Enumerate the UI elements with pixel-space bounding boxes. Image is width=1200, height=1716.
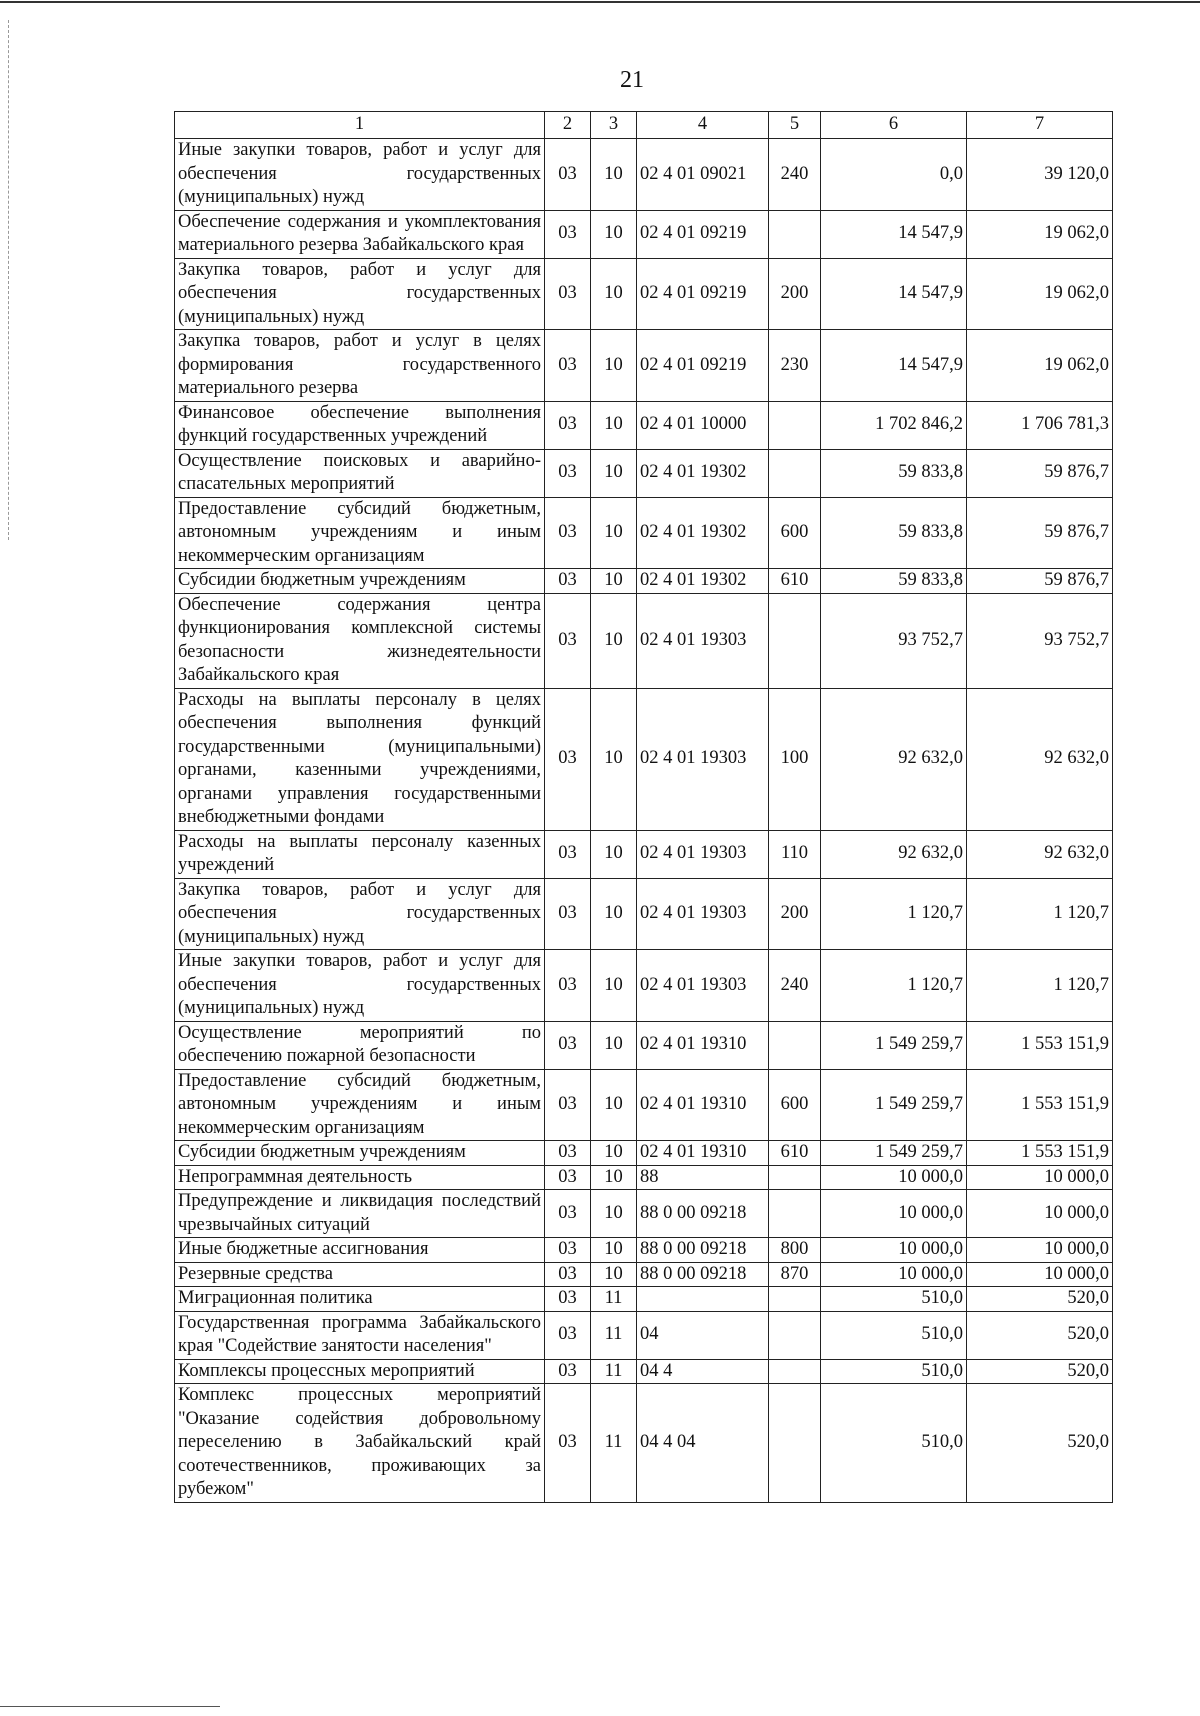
row-amount-1: 510,0 [821, 1311, 967, 1359]
table-row [175, 688, 1113, 830]
row-target-code: 88 0 00 09218 [637, 1238, 769, 1263]
row-expense-type [769, 1021, 821, 1069]
row-expense-type: 610 [769, 1141, 821, 1166]
row-name: Комплекс процессных мероприятий "Оказание содействия добровольному переселению в Забайкальский край соотечественников, проживающих за рубежом" [175, 1384, 545, 1503]
row-section: 03 [545, 258, 591, 330]
row-amount-1: 14 547,9 [821, 330, 967, 402]
row-target-code: 02 4 01 09219 [637, 258, 769, 330]
row-target-code: 02 4 01 19303 [637, 878, 769, 950]
row-amount-2: 19 062,0 [967, 258, 1113, 330]
row-target-code [637, 1287, 769, 1312]
row-amount-2: 10 000,0 [967, 1262, 1113, 1287]
row-expense-type [769, 1190, 821, 1238]
row-section: 03 [545, 1190, 591, 1238]
row-section: 03 [545, 1165, 591, 1190]
header-col-1: 1 [175, 112, 545, 139]
row-expense-type: 200 [769, 878, 821, 950]
table-row [175, 569, 1113, 594]
row-section: 03 [545, 950, 591, 1022]
row-section: 03 [545, 1262, 591, 1287]
header-col-3: 3 [591, 112, 637, 139]
row-subsection: 11 [591, 1384, 637, 1503]
row-expense-type: 100 [769, 688, 821, 830]
row-name: Иные закупки товаров, работ и услуг для обеспечения государственных (муниципальных) нужд [175, 950, 545, 1022]
row-subsection: 10 [591, 449, 637, 497]
row-amount-1: 510,0 [821, 1384, 967, 1503]
row-section: 03 [545, 1287, 591, 1312]
row-amount-2: 39 120,0 [967, 139, 1113, 211]
row-amount-2: 59 876,7 [967, 449, 1113, 497]
row-section: 03 [545, 830, 591, 878]
row-name: Иные закупки товаров, работ и услуг для обеспечения государственных (муниципальных) нужд [175, 139, 545, 211]
row-expense-type [769, 1311, 821, 1359]
table-row [175, 1069, 1113, 1141]
page-number: 21 [620, 67, 644, 93]
table-row [175, 1165, 1113, 1190]
row-amount-1: 10 000,0 [821, 1262, 967, 1287]
row-target-code: 88 0 00 09218 [637, 1190, 769, 1238]
row-expense-type: 870 [769, 1262, 821, 1287]
row-target-code: 02 4 01 19302 [637, 569, 769, 594]
table-row [175, 830, 1113, 878]
table-row [175, 258, 1113, 330]
row-target-code: 02 4 01 19303 [637, 950, 769, 1022]
header-col-4: 4 [637, 112, 769, 139]
row-expense-type [769, 210, 821, 258]
row-amount-2: 10 000,0 [967, 1165, 1113, 1190]
row-target-code: 02 4 01 09219 [637, 330, 769, 402]
row-expense-type [769, 1384, 821, 1503]
row-amount-2: 520,0 [967, 1287, 1113, 1312]
row-expense-type [769, 1287, 821, 1312]
row-amount-1: 10 000,0 [821, 1238, 967, 1263]
row-amount-1: 59 833,8 [821, 449, 967, 497]
row-subsection: 10 [591, 688, 637, 830]
row-amount-1: 14 547,9 [821, 258, 967, 330]
row-section: 03 [545, 569, 591, 594]
row-amount-2: 520,0 [967, 1311, 1113, 1359]
row-subsection: 10 [591, 1238, 637, 1263]
row-section: 03 [545, 688, 591, 830]
table-row [175, 1311, 1113, 1359]
row-subsection: 10 [591, 569, 637, 594]
row-name: Обеспечение содержания и укомплектования материального резерва Забайкальского края [175, 210, 545, 258]
row-amount-2: 1 553 151,9 [967, 1069, 1113, 1141]
row-section: 03 [545, 1141, 591, 1166]
row-expense-type: 240 [769, 139, 821, 211]
table-row [175, 950, 1113, 1022]
row-amount-2: 59 876,7 [967, 569, 1113, 594]
row-subsection: 10 [591, 1262, 637, 1287]
row-name: Финансовое обеспечение выполнения функций государственных учреждений [175, 401, 545, 449]
row-subsection: 11 [591, 1287, 637, 1312]
row-expense-type: 610 [769, 569, 821, 594]
row-section: 03 [545, 497, 591, 569]
row-target-code: 88 0 00 09218 [637, 1262, 769, 1287]
row-subsection: 10 [591, 950, 637, 1022]
row-amount-1: 510,0 [821, 1287, 967, 1312]
row-target-code: 02 4 01 09219 [637, 210, 769, 258]
row-name: Резервные средства [175, 1262, 545, 1287]
table-row [175, 1262, 1113, 1287]
row-target-code: 04 [637, 1311, 769, 1359]
row-amount-2: 1 553 151,9 [967, 1021, 1113, 1069]
row-amount-2: 1 120,7 [967, 878, 1113, 950]
row-amount-2: 10 000,0 [967, 1190, 1113, 1238]
table-row [175, 1021, 1113, 1069]
row-target-code: 02 4 01 19303 [637, 688, 769, 830]
row-amount-1: 92 632,0 [821, 830, 967, 878]
row-amount-2: 10 000,0 [967, 1238, 1113, 1263]
row-amount-1: 92 632,0 [821, 688, 967, 830]
row-expense-type [769, 401, 821, 449]
row-expense-type: 230 [769, 330, 821, 402]
row-expense-type: 600 [769, 1069, 821, 1141]
header-col-6: 6 [821, 112, 967, 139]
row-subsection: 10 [591, 1190, 637, 1238]
row-name: Предоставление субсидий бюджетным, автономным учреждениям и иным некоммерческим организациям [175, 497, 545, 569]
row-section: 03 [545, 449, 591, 497]
row-subsection: 10 [591, 497, 637, 569]
header-col-2: 2 [545, 112, 591, 139]
table-row [175, 401, 1113, 449]
row-name: Субсидии бюджетным учреждениям [175, 1141, 545, 1166]
row-expense-type: 200 [769, 258, 821, 330]
row-section: 03 [545, 330, 591, 402]
row-amount-1: 1 549 259,7 [821, 1069, 967, 1141]
row-amount-1: 14 547,9 [821, 210, 967, 258]
row-section: 03 [545, 401, 591, 449]
row-amount-1: 59 833,8 [821, 569, 967, 594]
table-row [175, 139, 1113, 211]
row-name: Осуществление поисковых и аварийно-спасательных мероприятий [175, 449, 545, 497]
row-name: Субсидии бюджетным учреждениям [175, 569, 545, 594]
table-body [175, 139, 1113, 1503]
row-target-code: 04 4 04 [637, 1384, 769, 1503]
table-row [175, 1287, 1113, 1312]
row-target-code: 88 [637, 1165, 769, 1190]
row-amount-2: 1 706 781,3 [967, 401, 1113, 449]
row-subsection: 10 [591, 1141, 637, 1166]
row-subsection: 10 [591, 1165, 637, 1190]
table-row [175, 878, 1113, 950]
row-target-code: 02 4 01 19302 [637, 497, 769, 569]
row-subsection: 10 [591, 830, 637, 878]
row-section: 03 [545, 1359, 591, 1384]
row-subsection: 10 [591, 139, 637, 211]
row-name: Обеспечение содержания центра функционирования комплексной системы безопасности жизнедеятельности Забайкальского края [175, 593, 545, 688]
row-amount-2: 93 752,7 [967, 593, 1113, 688]
table-row [175, 1141, 1113, 1166]
row-amount-2: 19 062,0 [967, 210, 1113, 258]
row-amount-1: 1 549 259,7 [821, 1141, 967, 1166]
table-row [175, 210, 1113, 258]
row-subsection: 10 [591, 593, 637, 688]
row-section: 03 [545, 1021, 591, 1069]
row-amount-1: 1 120,7 [821, 878, 967, 950]
row-section: 03 [545, 210, 591, 258]
header-row [175, 112, 1113, 139]
row-name: Комплексы процессных мероприятий [175, 1359, 545, 1384]
row-target-code: 02 4 01 19303 [637, 830, 769, 878]
row-amount-1: 1 549 259,7 [821, 1021, 967, 1069]
row-amount-2: 520,0 [967, 1384, 1113, 1503]
row-amount-1: 59 833,8 [821, 497, 967, 569]
row-section: 03 [545, 878, 591, 950]
row-target-code: 02 4 01 19302 [637, 449, 769, 497]
row-subsection: 11 [591, 1311, 637, 1359]
row-name: Непрограммная деятельность [175, 1165, 545, 1190]
table-row [175, 593, 1113, 688]
row-expense-type [769, 449, 821, 497]
row-subsection: 10 [591, 401, 637, 449]
row-name: Закупка товаров, работ и услуг для обеспечения государственных (муниципальных) нужд [175, 878, 545, 950]
row-amount-1: 93 752,7 [821, 593, 967, 688]
row-amount-2: 19 062,0 [967, 330, 1113, 402]
row-expense-type: 240 [769, 950, 821, 1022]
row-amount-2: 92 632,0 [967, 688, 1113, 830]
row-name: Иные бюджетные ассигнования [175, 1238, 545, 1263]
row-name: Предупреждение и ликвидация последствий чрезвычайных ситуаций [175, 1190, 545, 1238]
row-subsection: 10 [591, 258, 637, 330]
row-amount-2: 59 876,7 [967, 497, 1113, 569]
row-name: Расходы на выплаты персоналу казенных учреждений [175, 830, 545, 878]
row-name: Закупка товаров, работ и услуг для обеспечения государственных (муниципальных) нужд [175, 258, 545, 330]
row-target-code: 04 4 [637, 1359, 769, 1384]
table-row [175, 1384, 1113, 1503]
table-row [175, 1359, 1113, 1384]
table-row [175, 449, 1113, 497]
row-amount-2: 92 632,0 [967, 830, 1113, 878]
row-amount-1: 510,0 [821, 1359, 967, 1384]
row-target-code: 02 4 01 09021 [637, 139, 769, 211]
row-subsection: 10 [591, 210, 637, 258]
row-amount-1: 1 120,7 [821, 950, 967, 1022]
row-subsection: 10 [591, 330, 637, 402]
row-expense-type: 110 [769, 830, 821, 878]
row-amount-2: 1 120,7 [967, 950, 1113, 1022]
row-expense-type: 600 [769, 497, 821, 569]
row-expense-type [769, 1359, 821, 1384]
table-row [175, 330, 1113, 402]
row-amount-2: 1 553 151,9 [967, 1141, 1113, 1166]
row-target-code: 02 4 01 10000 [637, 401, 769, 449]
row-subsection: 11 [591, 1359, 637, 1384]
row-amount-1: 10 000,0 [821, 1165, 967, 1190]
row-amount-1: 10 000,0 [821, 1190, 967, 1238]
row-name: Государственная программа Забайкальского края "Содействие занятости населения" [175, 1311, 545, 1359]
row-section: 03 [545, 1311, 591, 1359]
row-amount-2: 520,0 [967, 1359, 1113, 1384]
row-section: 03 [545, 1069, 591, 1141]
row-section: 03 [545, 1384, 591, 1503]
row-expense-type: 800 [769, 1238, 821, 1263]
row-name: Осуществление мероприятий по обеспечению пожарной безопасности [175, 1021, 545, 1069]
row-name: Закупка товаров, работ и услуг в целях формирования государственного материального резерва [175, 330, 545, 402]
row-section: 03 [545, 1238, 591, 1263]
row-expense-type [769, 1165, 821, 1190]
bottom-border-line [0, 1706, 220, 1707]
row-name: Миграционная политика [175, 1287, 545, 1312]
row-target-code: 02 4 01 19310 [637, 1141, 769, 1166]
table-row [175, 497, 1113, 569]
row-amount-1: 1 702 846,2 [821, 401, 967, 449]
row-section: 03 [545, 139, 591, 211]
row-target-code: 02 4 01 19310 [637, 1069, 769, 1141]
row-name: Предоставление субсидий бюджетным, автономным учреждениям и иным некоммерческим организациям [175, 1069, 545, 1141]
row-amount-1: 0,0 [821, 139, 967, 211]
row-subsection: 10 [591, 1069, 637, 1141]
row-section: 03 [545, 593, 591, 688]
row-name: Расходы на выплаты персоналу в целях обеспечения выполнения функций государственными (муниципальными) органами, казенными учреждениями, органами управления государственными внебюджетными фондами [175, 688, 545, 830]
top-border-line [0, 1, 1200, 3]
budget-table [174, 111, 1113, 1503]
left-margin-marks [8, 20, 10, 540]
row-target-code: 02 4 01 19310 [637, 1021, 769, 1069]
table-row [175, 1190, 1113, 1238]
header-col-7: 7 [967, 112, 1113, 139]
row-target-code: 02 4 01 19303 [637, 593, 769, 688]
row-expense-type [769, 593, 821, 688]
table-row [175, 1238, 1113, 1263]
row-subsection: 10 [591, 1021, 637, 1069]
row-subsection: 10 [591, 878, 637, 950]
header-col-5: 5 [769, 112, 821, 139]
